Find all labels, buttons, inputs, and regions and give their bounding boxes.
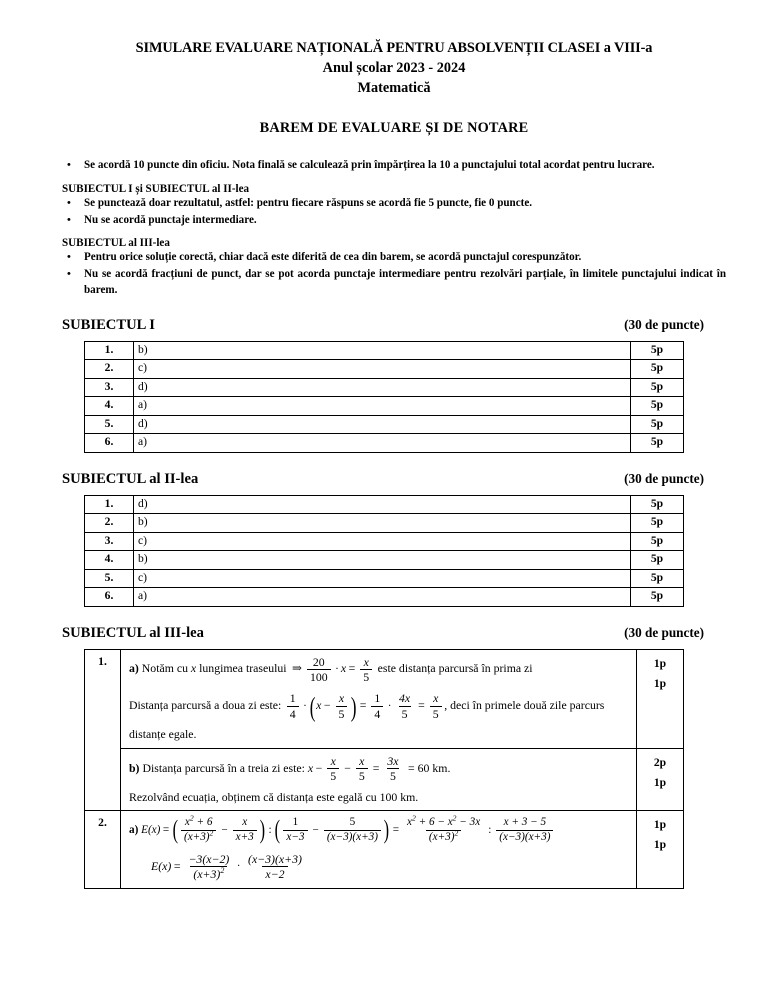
solution-1a-line2 xyxy=(129,692,628,720)
row-number: 2. xyxy=(85,514,134,533)
text-result-60km: = 60 km. xyxy=(408,760,451,775)
numerator: $x^2 + 6 - x^2 - 3x$ xyxy=(407,813,481,829)
text-distanta-prima-zi: este distanța parcursă în prima zi xyxy=(374,661,533,676)
divide-colon-icon: : xyxy=(488,823,492,836)
var-x: x xyxy=(340,661,347,676)
solution-1a-body xyxy=(121,649,637,748)
instruction-text: Se punctează doar rezultatul, astfel: pentru fiecare răspuns se acordă fie 5 puncte, fie 0 puncte. xyxy=(84,196,533,209)
subiect2-answers-table xyxy=(84,495,684,607)
solution-2a-line2 xyxy=(129,853,628,881)
row-points: 5p xyxy=(631,434,684,453)
school-year: Anul școlar 2023 - 2024 xyxy=(322,60,466,76)
var-x: x xyxy=(316,698,322,713)
table-row xyxy=(85,397,684,416)
text-deci-primele: , deci în primele două zile parcurs xyxy=(444,698,605,713)
numerator: −3(x−2) xyxy=(188,851,230,866)
numerator: 4x xyxy=(398,691,411,706)
table-row xyxy=(85,551,684,570)
minus-icon: − xyxy=(221,823,228,836)
problem-number: 1. xyxy=(85,649,121,811)
denominator: 5 xyxy=(360,669,372,683)
denominator: 5 xyxy=(399,706,411,720)
solution-1b-body xyxy=(121,748,637,811)
fraction-minus3xminus2-over-xplus3sq xyxy=(185,853,232,881)
row-number: 5. xyxy=(85,569,134,588)
row-answer: a) xyxy=(134,588,631,607)
part-marker-a: a) xyxy=(129,823,139,836)
instructions-block xyxy=(62,158,726,299)
points-value: 1p xyxy=(653,838,667,852)
table-row xyxy=(85,514,684,533)
equals-icon: = xyxy=(348,661,356,676)
subject-name: Matematică xyxy=(357,80,431,96)
table-row xyxy=(85,495,684,514)
instruction-group2-label: SUBIECTUL al III-lea xyxy=(62,237,170,250)
solution-2a-line1 xyxy=(129,813,628,845)
numerator: x xyxy=(242,816,248,829)
subiect1-heading xyxy=(62,317,726,334)
minus-icon: − xyxy=(323,698,331,713)
fraction-x-over-5 xyxy=(327,755,339,783)
barem-title: BAREM DE EVALUARE ȘI DE NOTARE xyxy=(259,120,529,136)
denominator: $(x+3)^2$ xyxy=(181,830,216,844)
fraction-x-over-xplus3 xyxy=(233,817,257,844)
divide-colon-icon: : xyxy=(268,823,272,836)
instruction-text: Nu se acordă punctaje intermediare. xyxy=(84,213,257,226)
numerator: $x^2 + 6$ xyxy=(184,813,213,829)
row-number: 1. xyxy=(85,495,134,514)
row-number: 5. xyxy=(85,415,134,434)
row-number: 6. xyxy=(85,588,134,607)
multiply-icon: · xyxy=(303,699,307,712)
fraction-x-over-5 xyxy=(430,692,442,720)
solution-1a-points xyxy=(637,649,684,748)
numerator: x xyxy=(363,654,369,669)
left-paren: ( xyxy=(172,815,178,845)
var-x: x xyxy=(307,760,314,775)
minus-icon: − xyxy=(312,823,319,836)
table-row xyxy=(85,341,684,360)
row-answer: a) xyxy=(134,397,631,416)
solution-2a-points xyxy=(637,811,684,888)
row-number: 4. xyxy=(85,551,134,570)
row-points: 5p xyxy=(631,495,684,514)
subiect2-title: SUBIECTUL al II-lea xyxy=(62,470,199,487)
row-answer: d) xyxy=(134,415,631,434)
fraction-x-over-5 xyxy=(356,755,368,783)
subiect3-points: (30 de puncte) xyxy=(624,624,704,640)
denominator: 4 xyxy=(371,706,383,720)
row-answer: d) xyxy=(134,495,631,514)
equals-icon: = xyxy=(372,760,380,775)
instruction-group1-label: SUBIECTUL I și SUBIECTUL al II-lea xyxy=(62,182,250,195)
equals-icon: = xyxy=(162,823,170,836)
fraction-expanded-numerator xyxy=(404,813,483,844)
numerator: x xyxy=(433,691,439,706)
function-label-ex: E(x) xyxy=(141,823,161,836)
minus-icon: − xyxy=(344,760,351,775)
subiect1-title: SUBIECTUL I xyxy=(62,316,155,333)
row-answer: b) xyxy=(134,551,631,570)
table-row xyxy=(85,588,684,607)
subiect2-heading xyxy=(62,471,726,488)
table-row xyxy=(85,811,684,888)
equals-icon: = xyxy=(173,858,181,873)
row-answer: a) xyxy=(134,434,631,453)
instruction-text: Pentru orice soluție corectă, chiar dacă este diferită de cea din barem, se acordă punctajul corespunzător. xyxy=(84,251,582,264)
denominator: 5 xyxy=(430,706,442,720)
table-row xyxy=(85,415,684,434)
problem-number: 2. xyxy=(85,811,121,888)
numerator: (x−3)(x+3) xyxy=(248,851,302,866)
var-x: x xyxy=(190,661,197,676)
bullet-icon: • xyxy=(67,196,71,209)
solution-1a-line1 xyxy=(129,656,628,684)
instruction-item xyxy=(62,213,726,229)
text-notam: Notăm cu xyxy=(141,661,191,676)
bullet-icon: • xyxy=(67,251,71,264)
text-rezolvand: Rezolvând ecuația, obținem că distanța este egală cu 100 km. xyxy=(129,789,419,804)
part-marker-a: a) xyxy=(129,661,139,676)
points-value: 2p xyxy=(653,755,667,769)
equals-icon: = xyxy=(418,698,425,713)
row-points: 5p xyxy=(631,569,684,588)
table-row xyxy=(85,569,684,588)
table-row xyxy=(85,434,684,453)
row-answer: c) xyxy=(134,532,631,551)
multiply-icon: · xyxy=(236,860,241,873)
denominator: (x−3)(x+3) xyxy=(496,830,553,844)
fraction-5-over-product xyxy=(324,817,381,844)
row-points: 5p xyxy=(631,360,684,379)
row-points: 5p xyxy=(631,588,684,607)
row-number: 3. xyxy=(85,532,134,551)
solution-1b-points xyxy=(637,748,684,811)
instruction-text: Se acordă 10 puncte din oficiu. Nota finală se calculează prin împărțirea la 10 a punctajului total acordat pentru lucrare. xyxy=(84,159,655,171)
solution-1b-line1 xyxy=(129,755,628,783)
table-row xyxy=(85,532,684,551)
document-header xyxy=(62,40,726,97)
fraction-4x-over-5 xyxy=(396,692,413,720)
row-number: 2. xyxy=(85,360,134,379)
denominator: x−2 xyxy=(262,866,287,880)
fraction-second-expanded xyxy=(496,817,553,844)
row-number: 6. xyxy=(85,434,134,453)
row-points: 5p xyxy=(631,551,684,570)
instruction-item xyxy=(62,250,726,266)
function-label-ex: E(x) xyxy=(151,858,172,873)
right-paren: ) xyxy=(384,815,390,845)
row-points: 5p xyxy=(631,514,684,533)
row-points: 5p xyxy=(631,378,684,397)
points-value: 1p xyxy=(653,656,667,670)
row-answer: c) xyxy=(134,360,631,379)
denominator: 100 xyxy=(307,669,331,683)
denominator: 5 xyxy=(387,768,399,782)
multiply-icon: · xyxy=(335,662,339,675)
text-distanta-treia-zi: Distanța parcursă în a treia zi este: xyxy=(142,760,308,775)
subiect1-answers-table xyxy=(84,341,684,453)
fraction-product-over-xminus2 xyxy=(245,853,305,881)
part-marker-b: b) xyxy=(129,760,140,775)
fraction-20-over-100 xyxy=(307,656,331,684)
row-number: 4. xyxy=(85,397,134,416)
minus-icon: − xyxy=(315,760,323,775)
subiect2-points: (30 de puncte) xyxy=(624,470,704,486)
instruction-text: Nu se acordă fracțiuni de punct, dar se pot acorda punctaje intermediare pentru rezolvări parțiale, în limitele punctajului indicat în barem. xyxy=(84,268,726,296)
fraction-1-over-4 xyxy=(287,692,299,720)
denominator: $(x+3)^2$ xyxy=(426,830,461,844)
solution-1a-line3 xyxy=(129,729,628,741)
numerator: 1 xyxy=(289,691,296,706)
row-answer: c) xyxy=(134,569,631,588)
row-points: 5p xyxy=(631,532,684,551)
fraction-x-over-5 xyxy=(360,656,372,684)
denominator: (x−3)(x+3) xyxy=(324,830,381,844)
numerator: x xyxy=(330,753,336,768)
points-value: 1p xyxy=(653,676,667,690)
row-points: 5p xyxy=(631,397,684,416)
fraction-x-over-5 xyxy=(336,692,348,720)
solution-2a-body xyxy=(121,811,637,888)
denominator: 5 xyxy=(336,706,348,720)
numerator: x xyxy=(359,753,365,768)
table-row xyxy=(85,378,684,397)
bullet-icon: • xyxy=(67,159,71,171)
row-number: 1. xyxy=(85,341,134,360)
numerator: x + 3 − 5 xyxy=(503,816,547,829)
subiect3-solutions-table xyxy=(84,649,684,889)
points-value: 1p xyxy=(653,775,667,789)
table-row xyxy=(85,360,684,379)
text-distante-egale: distanțe egale. xyxy=(129,727,197,741)
row-answer: b) xyxy=(134,514,631,533)
subiect3-title: SUBIECTUL al III-lea xyxy=(62,624,204,641)
numerator: 1 xyxy=(292,816,299,829)
row-answer: b) xyxy=(134,341,631,360)
left-paren: ( xyxy=(274,815,281,845)
fraction-x2plus6-over-xplus3sq xyxy=(181,813,216,844)
denominator: 5 xyxy=(356,768,368,782)
denominator: x−3 xyxy=(283,830,307,844)
denominator: $(x+3)^2$ xyxy=(190,866,227,880)
text-distanta-doua-zi: Distanța parcursă a doua zi este: xyxy=(129,698,285,713)
numerator: 5 xyxy=(349,816,356,829)
denominator: 5 xyxy=(327,768,339,782)
fraction-3x-over-5 xyxy=(384,755,401,783)
right-paren: ) xyxy=(350,690,357,722)
exam-title: SIMULARE EVALUARE NAȚIONALĂ PENTRU ABSOLVENȚII CLASEI a VIII-a xyxy=(135,40,653,56)
points-value: 1p xyxy=(653,818,667,832)
subiect3-heading xyxy=(62,625,726,642)
bullet-icon: • xyxy=(67,213,71,226)
subiect1-points: (30 de puncte) xyxy=(624,316,704,332)
row-number: 3. xyxy=(85,378,134,397)
numerator: 20 xyxy=(312,654,325,669)
numerator: 1 xyxy=(374,691,381,706)
row-points: 5p xyxy=(631,341,684,360)
denominator: x+3 xyxy=(233,830,257,844)
instruction-item xyxy=(62,267,726,299)
equals-icon: = xyxy=(392,823,400,836)
fraction-1-over-xminus3 xyxy=(283,817,307,844)
solution-1b-line2 xyxy=(129,789,628,804)
numerator: 3x xyxy=(387,753,399,768)
numerator: x xyxy=(338,691,345,706)
implies-icon: ⇒ xyxy=(292,661,302,676)
left-paren: ( xyxy=(309,690,316,722)
denominator: 4 xyxy=(287,706,299,720)
table-row xyxy=(85,748,684,811)
table-row xyxy=(85,649,684,748)
equals-icon: = xyxy=(359,698,367,713)
instruction-item xyxy=(62,196,726,212)
row-answer: d) xyxy=(134,378,631,397)
right-paren: ) xyxy=(259,815,266,845)
row-points: 5p xyxy=(631,415,684,434)
text-lungimea: lungimea traseului xyxy=(196,661,290,676)
fraction-1-over-4 xyxy=(371,692,383,720)
instruction-general xyxy=(62,158,726,174)
multiply-icon: · xyxy=(387,699,392,712)
bullet-icon: • xyxy=(67,268,71,280)
